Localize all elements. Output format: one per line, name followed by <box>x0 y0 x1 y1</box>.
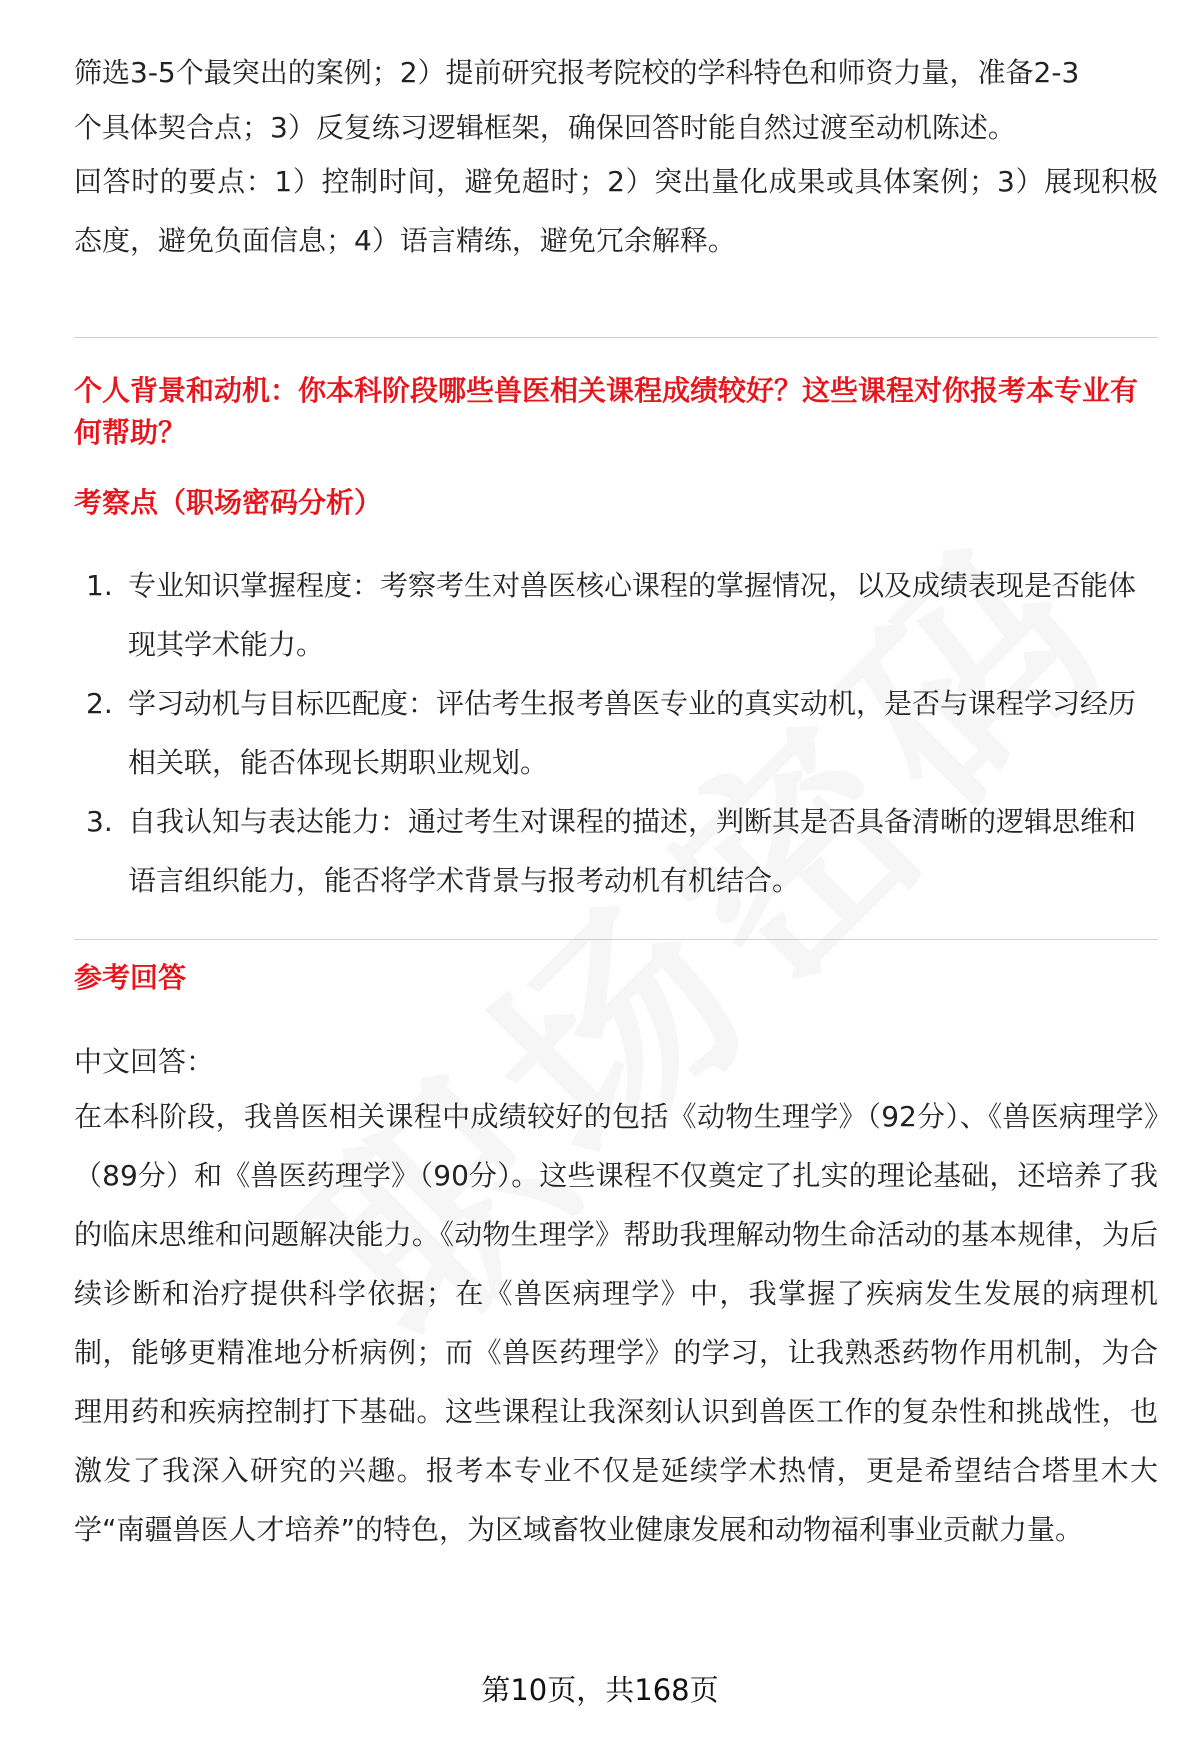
point-number: 2. <box>86 687 113 720</box>
page-number: 第10页，共168页 <box>481 1673 719 1707</box>
assessment-label: 考察点（职场密码分析） <box>74 486 383 519</box>
question-title: 个人背景和动机：你本科阶段哪些兽医相关课程成绩较好？这些课程对你报考本专业有何帮助？ <box>74 374 1139 449</box>
assessment-point <box>74 792 1158 910</box>
assessment-point <box>74 674 1158 792</box>
divider-middle <box>74 939 1158 940</box>
intro-line-2: 个具体契合点；3）反复练习逻辑框架，确保回答时能自然过渡至动机陈述。 <box>74 111 1016 144</box>
reference-answer-label: 参考回答 <box>74 961 187 994</box>
point-number: 3. <box>86 805 113 838</box>
chinese-answer-text: 在本科阶段，我兽医相关课程中成绩较好的包括《动物生理学》（92分）、《兽医病理学》（89分）和《兽医药理学》（90分）。这些课程不仅奠定了扎实的理论基础，还培养了我的临床思维和问题解决能力。《动物生理学》帮助我理解动物生命活动的基本规律，为后续诊断和治疗提供科学依据；在《兽医病理学》中，我掌握了疾病发生发展的病理机制，能够更精准地分析病例；而《兽医药理学》的学习，让我熟悉药物作用机制，为合理用药和疾病控制打下基础。这些课程让我深刻认识到兽医工作的复杂性和挑战性，也激发了我深入研究的兴趣。报考本专业不仅是延续学术热情，更是希望结合塔里木大学“南疆兽医人才培养”的特色，为区域畜牧业健康发展和动物福利事业贡献力量。 <box>74 1100 1158 1546</box>
chinese-answer-label: 中文回答： <box>74 1045 215 1078</box>
divider-top <box>74 337 1158 338</box>
assessment-points <box>74 556 1158 910</box>
point-number: 1. <box>86 569 113 602</box>
point-text: 学习动机与目标匹配度：评估考生报考兽医专业的真实动机，是否与课程学习经历相关联，能否体现长期职业规划。 <box>128 687 1137 779</box>
point-text: 专业知识掌握程度：考察考生对兽医核心课程的掌握情况，以及成绩表现是否能体现其学术能力。 <box>128 569 1137 661</box>
answer-tips: 回答时的要点：1）控制时间，避免超时；2）突出量化成果或具体案例；3）展现积极态度，避免负面信息；4）语言精练，避免冗余解释。 <box>74 165 1158 257</box>
point-text: 自我认知与表达能力：通过考生对课程的描述，判断其是否具备清晰的逻辑思维和语言组织能力，能否将学术背景与报考动机有机结合。 <box>128 805 1137 897</box>
intro-line-1: 筛选3-5个最突出的案例；2）提前研究报考院校的学科特色和师资力量，准备2-3 <box>74 56 1080 89</box>
assessment-point <box>74 556 1158 674</box>
